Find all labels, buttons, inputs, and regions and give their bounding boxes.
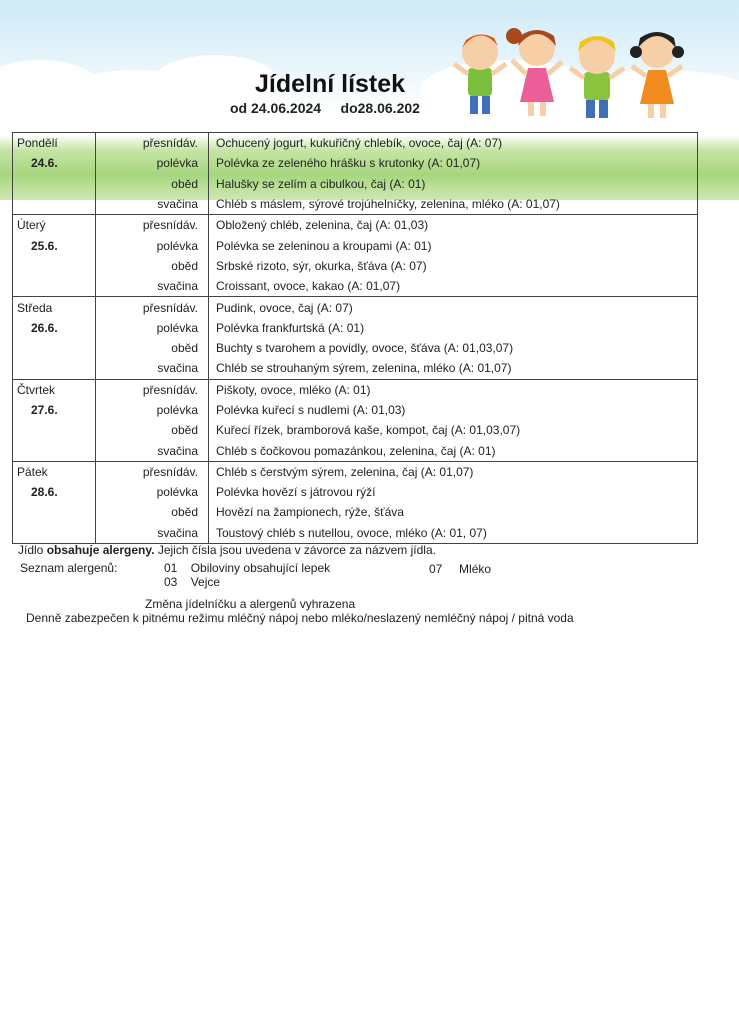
meal-type: přesnídáv. [96, 215, 209, 236]
dish: Obložený chléb, zelenina, čaj (A: 01,03) [209, 215, 698, 236]
dish: Buchty s tvarohem a povidly, ovoce, šťáva (A: 01,03,07) [209, 338, 698, 358]
table-row [13, 420, 698, 440]
allergen-note-rest: Jejich čísla jsou uvedena v závorce za názvem jídla. [154, 543, 436, 557]
day-name: Úterý [13, 215, 96, 236]
table-row [13, 133, 698, 154]
table-row [13, 153, 698, 173]
dish: Ochucený jogurt, kukuřičný chlebík, ovoce, čaj (A: 07) [209, 133, 698, 154]
dish: Chléb se strouhaným sýrem, zelenina, mléko (A: 01,07) [209, 358, 698, 379]
dish: Srbské rizoto, sýr, okurka, šťáva (A: 07) [209, 256, 698, 276]
allergen-item [429, 562, 491, 576]
dish: Piškoty, ovoce, mléko (A: 01) [209, 379, 698, 400]
allergen-name: Mléko [459, 562, 492, 576]
dish: Pudink, ovoce, čaj (A: 07) [209, 297, 698, 318]
from-date: 24.06.2024 [251, 100, 322, 116]
table-row [13, 235, 698, 255]
drink-note: Denně zabezpečen k pitnému režimu mléčný nápoj nebo mléko/neslazený nemléčný nápoj / pitná voda [26, 611, 574, 625]
to-label: do [340, 100, 358, 116]
table-row [13, 174, 698, 194]
children-illustration [450, 16, 720, 126]
allergen-code: 01 [164, 561, 178, 575]
day-date: 25.6. [31, 238, 58, 253]
table-row [13, 400, 698, 420]
meal-type: oběd [171, 423, 198, 438]
meal-type: oběd [171, 176, 198, 191]
table-row [13, 318, 698, 338]
dish: Hovězí na žampionech, rýže, šťáva [209, 502, 698, 522]
allergen-note [18, 543, 436, 557]
table-row [13, 256, 698, 276]
day-name: Pondělí [13, 133, 96, 154]
table-row [13, 276, 698, 297]
dish: Toustový chléb s nutellou, ovoce, mléko (A: 01, 07) [209, 523, 698, 544]
dish: Chléb s čočkovou pomazánkou, zelenina, čaj (A: 01) [209, 440, 698, 461]
allergen-code: 03 [164, 575, 178, 589]
allergen-name: Obiloviny obsahující lepek [190, 561, 331, 575]
dish: Croissant, ovoce, kakao (A: 01,07) [209, 276, 698, 297]
allergen-item [164, 575, 220, 589]
meal-type: svačina [96, 358, 209, 379]
day-name: Středa [13, 297, 96, 318]
meal-type: přesnídáv. [96, 133, 209, 154]
meal-type: oběd [171, 258, 198, 273]
table-row [13, 379, 698, 400]
to-date: 28.06.202 [357, 100, 420, 116]
table-row [13, 461, 698, 482]
dish: Chléb s máslem, sýrové trojúhelníčky, zelenina, mléko (A: 01,07) [209, 194, 698, 215]
meal-type: svačina [96, 440, 209, 461]
allergen-item [164, 561, 330, 575]
day-name: Čtvrtek [13, 379, 96, 400]
meal-type: polévka [156, 403, 198, 417]
meal-type: přesnídáv. [96, 461, 209, 482]
table-row [13, 194, 698, 215]
table-row [13, 297, 698, 318]
meal-type: svačina [96, 276, 209, 297]
table-row [13, 215, 698, 236]
meal-type: oběd [171, 341, 198, 356]
dish: Polévka hovězí s játrovou rýží [209, 482, 698, 502]
meal-type: svačina [96, 194, 209, 215]
table-row [13, 358, 698, 379]
dish: Polévka frankfurtská (A: 01) [209, 318, 698, 338]
dish: Halušky se zelím a cibulkou, čaj (A: 01) [209, 174, 698, 194]
menu-table [12, 132, 698, 544]
meal-type: přesnídáv. [96, 297, 209, 318]
table-row [13, 440, 698, 461]
meal-type: oběd [171, 505, 198, 520]
allergen-name: Vejce [190, 575, 221, 589]
allergen-note-prefix: Jídlo [18, 543, 47, 557]
table-row [13, 482, 698, 502]
meal-type: polévka [156, 156, 198, 171]
day-date: 28.6. [31, 485, 58, 500]
day-date: 26.6. [31, 320, 58, 335]
meal-type: přesnídáv. [96, 379, 209, 400]
day-date: 27.6. [31, 403, 58, 417]
table-row [13, 523, 698, 544]
allergen-note-bold: obsahuje alergeny. [46, 543, 155, 557]
day-date: 24.6. [31, 156, 58, 171]
change-note: Změna jídelníčku a alergenů vyhrazena [145, 597, 356, 611]
dish: Chléb s čerstvým sýrem, zelenina, čaj (A: 01,07) [209, 461, 698, 482]
table-row [13, 502, 698, 522]
meal-type: svačina [96, 523, 209, 544]
meal-type: polévka [156, 320, 198, 335]
meal-type: polévka [156, 238, 198, 253]
allergen-code: 07 [429, 562, 443, 576]
from-label: od [230, 100, 248, 116]
dish: Polévka ze zeleného hrášku s krutonky (A: 01,07) [209, 153, 698, 173]
meal-type: polévka [156, 485, 198, 500]
date-range [230, 100, 420, 116]
dish: Polévka kuřecí s nudlemi (A: 01,03) [209, 400, 698, 420]
table-row [13, 338, 698, 358]
day-name: Pátek [13, 461, 96, 482]
page-title: Jídelní lístek [255, 70, 406, 98]
allergen-list-label: Seznam alergenů: [20, 561, 118, 575]
dish: Polévka se zeleninou a kroupami (A: 01) [209, 235, 698, 255]
dish: Kuřecí řízek, bramborová kaše, kompot, čaj (A: 01,03,07) [209, 420, 698, 440]
